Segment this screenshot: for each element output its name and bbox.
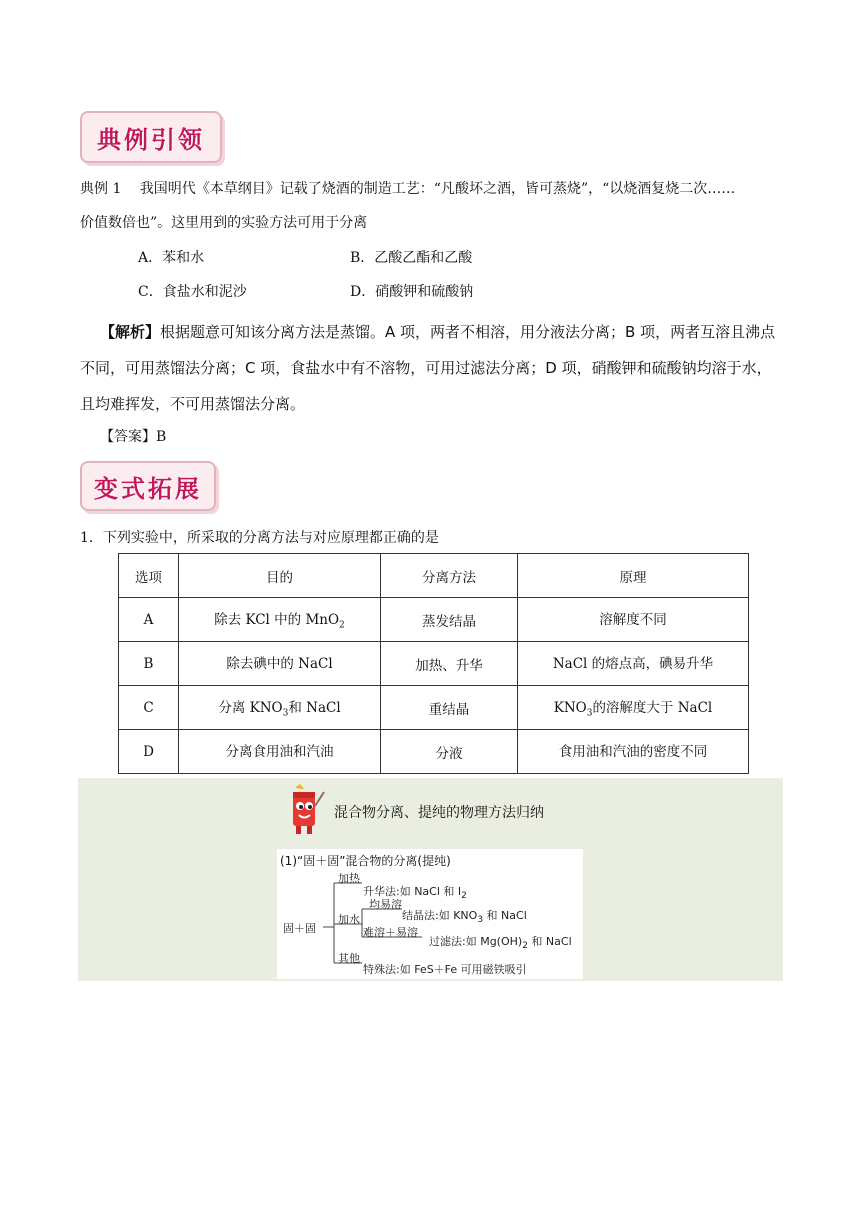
table-row bbox=[119, 598, 749, 642]
goal-subscript: 3 bbox=[282, 708, 289, 719]
diagram-branch-other: 其他 bbox=[338, 952, 360, 965]
analysis-paragraph bbox=[80, 314, 785, 422]
table-cell-principle bbox=[518, 686, 749, 730]
option-b: B．乙酸乙酯和乙酸 bbox=[350, 250, 473, 266]
table-header-row bbox=[119, 554, 749, 598]
principle-subscript: 3 bbox=[586, 708, 593, 719]
crystallization-subscript: 3 bbox=[477, 915, 484, 926]
diagram-root: 固＋固 bbox=[283, 922, 316, 935]
table-row bbox=[119, 642, 749, 686]
table-cell-goal bbox=[179, 642, 381, 686]
diagram-branch-water: 加水 bbox=[338, 913, 360, 926]
table-header-cell: 选项 bbox=[119, 554, 179, 598]
table-row bbox=[119, 686, 749, 730]
table-cell-method: 分液 bbox=[381, 730, 518, 774]
option-d: D．硝酸钾和硫酸钠 bbox=[350, 284, 474, 300]
table-cell-goal bbox=[179, 598, 381, 642]
analysis-text: 根据题意可知该分离方法是蒸馏。A 项，两者不相溶，用分液法分离；B 项，两者互溶且沸点不同，可用蒸馏法分离；C 项，食盐水中有不溶物，可用过滤法分离；D 项，硝酸钾和硫酸钠均溶于水，且均难挥发，不可用蒸馏法分离。 bbox=[80, 323, 776, 413]
separation-method-diagram bbox=[277, 849, 583, 979]
analysis-label: 【解析】 bbox=[100, 323, 161, 341]
sublimation-text: 升华法:如 NaCl 和 I bbox=[363, 885, 462, 898]
exercise-question: 1．下列实验中，所采取的分离方法与对应原理都正确的是 bbox=[80, 530, 439, 546]
sublimation-subscript: 2 bbox=[461, 891, 467, 902]
principle-text-post: 的溶解度大于 NaCl bbox=[592, 700, 713, 717]
principle-text: NaCl 的熔点高，碘易升华 bbox=[552, 656, 714, 673]
goal-text: 除去碘中的 NaCl bbox=[226, 656, 333, 673]
option-a: A．苯和水 bbox=[138, 250, 205, 266]
example-question-line2: 价值数倍也”。这里用到的实验方法可用于分离 bbox=[80, 215, 368, 231]
goal-text: 分离 KNO bbox=[218, 700, 283, 717]
diagram-filtration bbox=[429, 933, 572, 951]
section-banner-extension-text: 变式拓展 bbox=[94, 474, 202, 503]
table-cell-method: 重结晶 bbox=[381, 686, 518, 730]
table-cell-goal bbox=[179, 686, 381, 730]
filtration-text: 过滤法:如 Mg(OH) bbox=[429, 935, 523, 948]
diagram-both-soluble: 均易溶 bbox=[369, 898, 402, 911]
separation-methods-table bbox=[118, 553, 749, 774]
summary-title: 混合物分离、提纯的物理方法归纳 bbox=[334, 805, 544, 821]
goal-subscript: 2 bbox=[339, 620, 345, 631]
answer: 【答案】B bbox=[100, 429, 167, 445]
table-cell-method: 蒸发结晶 bbox=[381, 598, 518, 642]
section-banner-example bbox=[80, 111, 222, 163]
option-c: C．食盐水和泥沙 bbox=[138, 284, 247, 300]
table-cell-goal bbox=[179, 730, 381, 774]
crystallization-text: 结晶法:如 KNO bbox=[402, 909, 478, 922]
diagram-header: (1)“固＋固”混合物的分离(提纯) bbox=[280, 854, 451, 868]
diagram-special: 特殊法:如 FeS＋Fe 可用磁铁吸引 bbox=[363, 963, 527, 976]
table-cell-principle bbox=[518, 642, 749, 686]
table-cell-principle bbox=[518, 598, 749, 642]
principle-text: KNO bbox=[553, 700, 587, 717]
summary-box bbox=[78, 778, 783, 981]
principle-text: 溶解度不同 bbox=[599, 612, 667, 629]
filtration-text-post: 和 NaCl bbox=[527, 935, 572, 948]
table-cell-option: A bbox=[119, 598, 179, 642]
diagram-crystallization bbox=[402, 907, 527, 925]
table-header-cell: 目的 bbox=[179, 554, 381, 598]
example-question-line1: 典例 1 我国明代《本草纲目》记载了烧酒的制造工艺：“凡酸坏之酒，皆可蒸烧”，“以烧酒复烧二次…… bbox=[80, 181, 736, 197]
crystallization-text-post: 和 NaCl bbox=[483, 909, 527, 922]
diagram-branch-heat: 加热 bbox=[338, 872, 360, 885]
pencil-mascot-icon bbox=[286, 784, 326, 840]
principle-text: 食用油和汽油的密度不同 bbox=[558, 744, 708, 761]
table-cell-principle bbox=[518, 730, 749, 774]
diagram-insoluble-soluble: 难溶＋易溶 bbox=[363, 926, 418, 939]
table-header-cell: 原理 bbox=[518, 554, 749, 598]
goal-text: 除去 KCl 中的 MnO bbox=[214, 612, 340, 629]
table-header-cell: 分离方法 bbox=[381, 554, 518, 598]
section-banner-example-text: 典例引领 bbox=[97, 125, 205, 154]
table-cell-option: B bbox=[119, 642, 179, 686]
table-cell-method: 加热、升华 bbox=[381, 642, 518, 686]
filtration-subscript: 2 bbox=[522, 941, 528, 952]
table-row bbox=[119, 730, 749, 774]
table-cell-option: C bbox=[119, 686, 179, 730]
goal-text-post: 和 NaCl bbox=[288, 700, 341, 717]
goal-text: 分离食用油和汽油 bbox=[225, 744, 334, 761]
table-cell-option: D bbox=[119, 730, 179, 774]
section-banner-extension bbox=[80, 461, 216, 511]
